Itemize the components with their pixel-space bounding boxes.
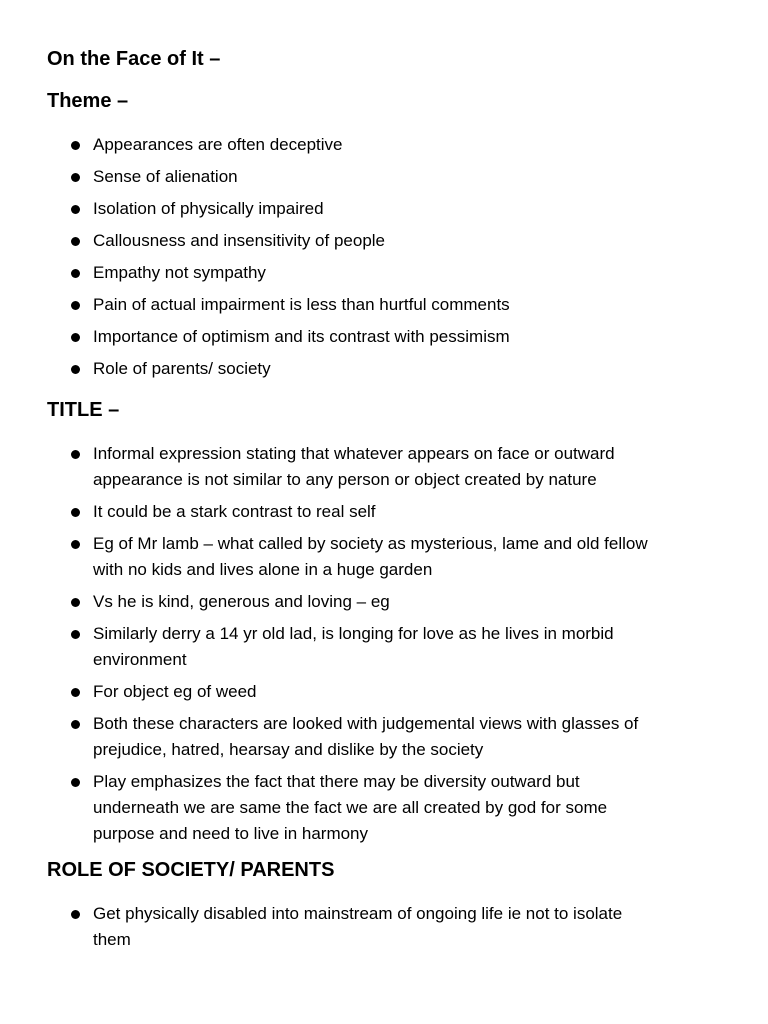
list-item: Vs he is kind, generous and loving – eg xyxy=(0,589,768,615)
list-item: Play emphasizes the fact that there may be diversity outward but underneath we are same the fact we are all created by god for some purpose and need to live in harmony xyxy=(0,769,768,847)
role-heading: ROLE OF SOCIETY/ PARENTS xyxy=(47,859,335,881)
bullet-icon xyxy=(71,141,80,150)
bullet-icon xyxy=(71,301,80,310)
list-item: Similarly derry a 14 yr old lad, is longing for love as he lives in morbid environment xyxy=(0,621,768,673)
bullet-icon xyxy=(71,540,80,549)
list-item: For object eg of weed xyxy=(0,679,768,705)
bullet-icon xyxy=(71,778,80,787)
list-item: Appearances are often deceptive xyxy=(0,132,768,158)
list-item: Informal expression stating that whatever appears on face or outward appearance is not similar to any person or object created by nature xyxy=(0,441,768,493)
bullet-icon xyxy=(71,365,80,374)
role-list xyxy=(0,901,768,953)
title-list xyxy=(0,441,768,847)
list-item: Get physically disabled into mainstream of ongoing life ie not to isolate them xyxy=(0,901,768,953)
list-item: It could be a stark contrast to real self xyxy=(0,499,768,525)
document-title: On the Face of It – xyxy=(47,48,221,70)
bullet-icon xyxy=(71,910,80,919)
bullet-icon xyxy=(71,598,80,607)
bullet-icon xyxy=(71,333,80,342)
list-item: Callousness and insensitivity of people xyxy=(0,228,768,254)
title-heading: TITLE – xyxy=(47,399,120,421)
list-item: Sense of alienation xyxy=(0,164,768,190)
theme-list xyxy=(0,132,768,382)
list-item: Isolation of physically impaired xyxy=(0,196,768,222)
bullet-icon xyxy=(71,205,80,214)
list-item: Role of parents/ society xyxy=(0,356,768,382)
bullet-icon xyxy=(71,688,80,697)
list-item: Pain of actual impairment is less than hurtful comments xyxy=(0,292,768,318)
bullet-icon xyxy=(71,450,80,459)
bullet-icon xyxy=(71,630,80,639)
bullet-icon xyxy=(71,173,80,182)
bullet-icon xyxy=(71,508,80,517)
theme-heading: Theme – xyxy=(47,90,129,112)
bullet-icon xyxy=(71,720,80,729)
list-item: Eg of Mr lamb – what called by society as mysterious, lame and old fellow with no kids and lives alone in a huge garden xyxy=(0,531,768,583)
bullet-icon xyxy=(71,237,80,246)
bullet-icon xyxy=(71,269,80,278)
list-item: Both these characters are looked with judgemental views with glasses of prejudice, hatred, hearsay and dislike by the society xyxy=(0,711,768,763)
list-item: Empathy not sympathy xyxy=(0,260,768,286)
list-item: Importance of optimism and its contrast with pessimism xyxy=(0,324,768,350)
